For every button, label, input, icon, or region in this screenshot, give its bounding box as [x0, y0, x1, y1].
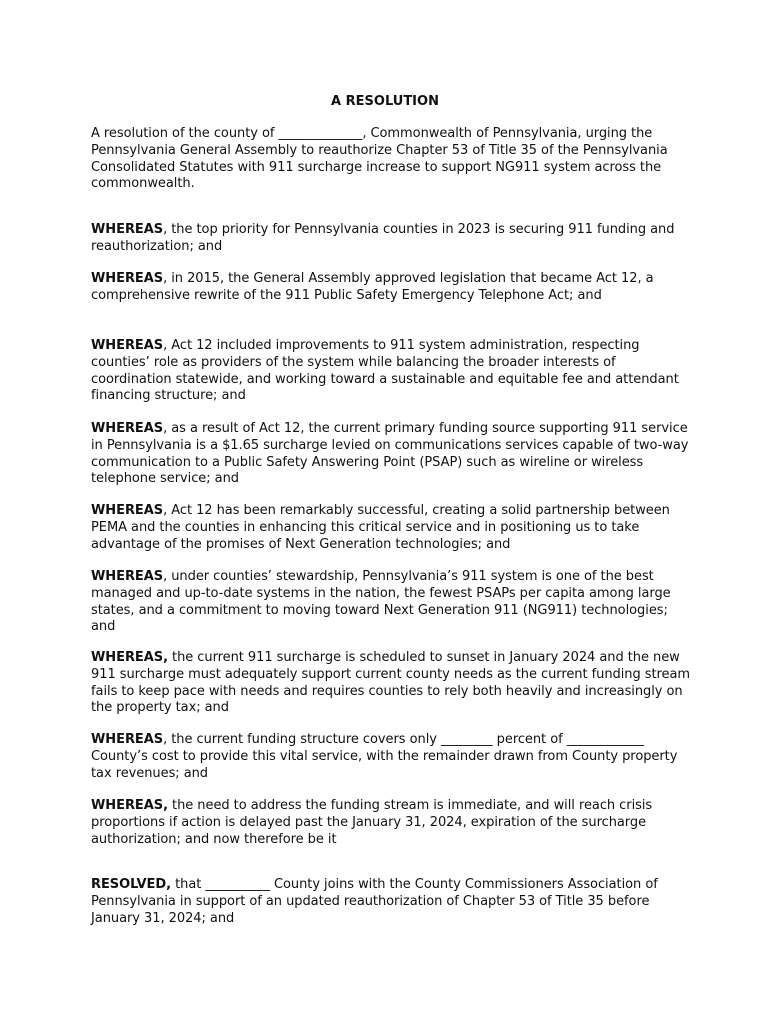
whereas-text: the current 911 surcharge is scheduled to sunset in January 2024 and the new 911 surcharge must adequately support current county needs as the current funding stream fails to keep pace with needs and requires counties to rely both heavily and increasingly on the property tax; and [91, 650, 691, 716]
whereas-text: the need to address the funding stream is immediate, and will reach crisis proportions if action is delayed past the January 31, 2024, expiration of the surcharge authorization; and now therefore be it [91, 798, 653, 847]
whereas-lead: WHEREAS, [91, 798, 168, 813]
whereas-text: , under counties’ stewardship, Pennsylvania’s 911 system is one of the best managed and up-to-date systems in the nation, the fewest PSAPs per capita among large states, and a commitment to moving toward Next Generation 911 (NG911) technologies; and [91, 569, 671, 635]
resolved-clause [91, 877, 691, 927]
whereas-text: , Act 12 included improvements to 911 system administration, respecting counties’ role as providers of the system while balancing the broader interests of coordination statewide, and working toward a sustainable and equitable fee and attendant financing structure; and [91, 338, 679, 404]
whereas-text: , the current funding structure covers only ________ percent of ____________ County’s cost to provide this vital service, with the remainder drawn from County property tax revenues; and [91, 732, 678, 781]
whereas-lead: WHEREAS [91, 421, 164, 436]
resolved-lead: RESOLVED, [91, 877, 172, 892]
whereas-text: , as a result of Act 12, the current primary funding source supporting 911 service in Pennsylvania is a $1.65 surcharge levied on communications services capable of two-way communication to a Public Safety Answering Point (PSAP) such as wireline or wireless telephone service; and [91, 421, 689, 487]
whereas-clause-3 [91, 338, 691, 405]
whereas-clause-9 [91, 798, 691, 848]
whereas-clause-6 [91, 569, 691, 636]
whereas-clause-7 [91, 650, 691, 717]
whereas-text: , Act 12 has been remarkably successful, creating a solid partnership between PEMA and the counties in enhancing this critical service and in positioning us to take advantage of the promises of Next Generation technologies; and [91, 503, 670, 552]
whereas-lead: WHEREAS [91, 222, 164, 237]
resolved-text: that __________ County joins with the County Commissioners Association of Pennsylvania in support of an updated reauthorization of Chapter 53 of Title 35 before January 31, 2024; and [91, 877, 658, 926]
whereas-lead: WHEREAS, [91, 650, 168, 665]
whereas-text: , in 2015, the General Assembly approved legislation that became Act 12, a comprehensive rewrite of the 911 Public Safety Emergency Telephone Act; and [91, 271, 654, 303]
document-title: A RESOLUTION [331, 94, 439, 109]
whereas-lead: WHEREAS [91, 569, 164, 584]
whereas-text: , the top priority for Pennsylvania counties in 2023 is securing 911 funding and reauthorization; and [91, 222, 675, 254]
whereas-clause-8 [91, 732, 691, 782]
whereas-lead: WHEREAS [91, 338, 164, 353]
whereas-clause-5 [91, 503, 691, 553]
intro-paragraph: A resolution of the county of _____________, Commonwealth of Pennsylvania, urging the Pennsylvania General Assembly to reauthorize Chapter 53 of Title 35 of the Pennsylvania Consolidated Statutes with 911 surcharge increase to support NG911 system across the commonwealth. [91, 126, 668, 192]
whereas-clause-4 [91, 421, 691, 488]
whereas-clause-2 [91, 271, 691, 305]
whereas-clause-1 [91, 222, 691, 256]
whereas-lead: WHEREAS [91, 732, 164, 747]
whereas-lead: WHEREAS [91, 271, 164, 286]
whereas-lead: WHEREAS [91, 503, 164, 518]
